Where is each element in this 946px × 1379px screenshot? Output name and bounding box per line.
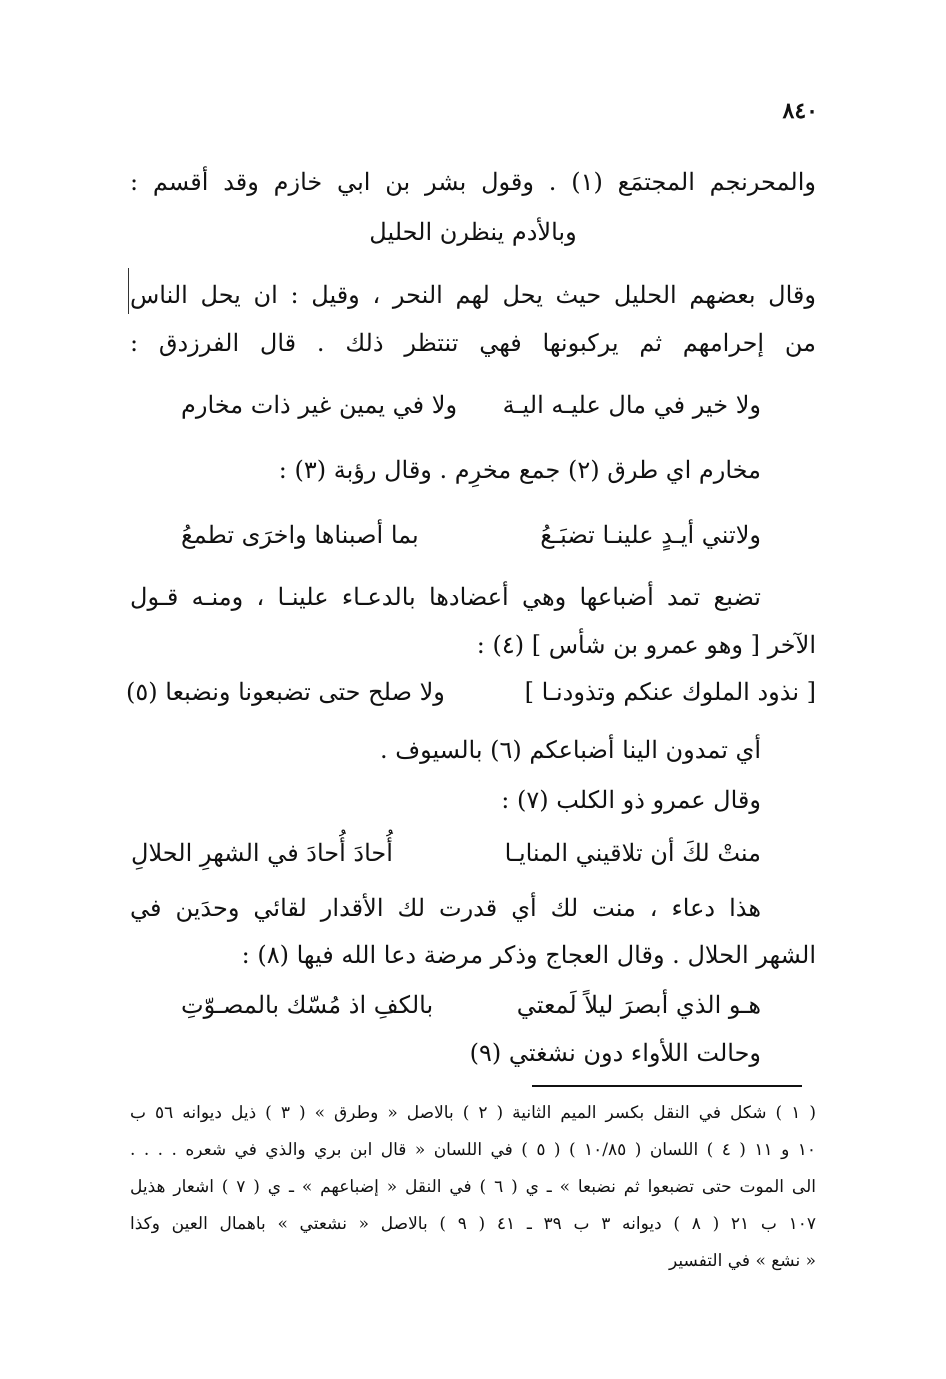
text-line-5: مخارم اي طرق (٢) جمع مخرِم . وقال رؤبة (٣) :	[278, 456, 761, 484]
verse-3	[126, 672, 816, 712]
text-line-1: والمحرنجم المجتمَع (١) . وقول بشر بن ابي خازم وقد أقسم :	[130, 168, 816, 196]
verse-4-first-hemistich: منتْ لكَ أن تلاقيني المنايـا	[504, 839, 761, 867]
text-line-8: أي تمدون الينا أضباعكم (٦) بالسيوف .	[380, 736, 761, 764]
page-number: ٨٤٠	[782, 98, 818, 124]
text-line-9: وقال عمرو ذو الكلب (٧) :	[501, 786, 761, 814]
text-line-11: الشهر الحلال . وقال العجاج وذكر مرضة دعا الله فيها (٨) :	[241, 941, 816, 969]
verse-2-first-hemistich: ولاتني أيـدٍ علينـا تضبَـعُ	[540, 521, 761, 549]
text-line-4: من إحرامهم ثم يركبونها فهي تنتظر ذلك . قال الفرزدق :	[130, 329, 816, 357]
text-line-12: وحالت اللأواء دون نشغتي (٩)	[469, 1039, 761, 1067]
verse-4-second-hemistich: أُحادَ أُحادَ في الشهرِ الحلالِ	[131, 839, 393, 867]
verse-1	[181, 385, 761, 425]
footnote-divider	[532, 1085, 802, 1087]
verse-4	[131, 833, 761, 873]
text-line-10: هذا دعاء ، منت لك أي قدرت لك الأقدار لقائي وحدَين في	[130, 894, 761, 922]
verse-5-first-hemistich: هـو الذي أبصرَ ليلاً لَمعتي	[516, 991, 761, 1019]
text-line-7: الآخر [ وهو عمرو بن شأس ] (٤) :	[476, 631, 816, 659]
verse-1-first-hemistich: ولا خير في مال عليـه اليـة	[502, 391, 761, 419]
footnote-line-5: « نشع » في التفسير	[669, 1251, 816, 1271]
footnote-line-2: ١٠ و ١١ ( ٤ ) اللسان ( ١٠/٨٥ ) ( ٥ ) في اللسان « قال ابن بري والذي في شعره . . . .	[130, 1140, 816, 1160]
verse-3-first-hemistich: [ نذود الملوك عنكم وتذودنـا ]	[524, 678, 816, 706]
verse-5	[181, 985, 761, 1025]
verse-2	[181, 515, 761, 555]
verse-5-second-hemistich: بالكفِ اذ مُسّك بالمصـوّتِ	[181, 991, 434, 1019]
margin-mark	[128, 268, 129, 314]
verse-1-second-hemistich: ولا في يمين غير ذات مخارم	[181, 391, 458, 419]
text-line-6: تضبع تمد أضباعها وهي أعضادها بالدعـاء علينـا ، ومنـه قـول	[130, 583, 761, 611]
verse-2-second-hemistich: بما أصبناها واخرَى تطمعُ	[181, 521, 419, 549]
text-line-2: وبالأدم ينظرن الحليل	[369, 218, 577, 246]
footnote-line-3: الى الموت حتى تضبعوا ثم نضبعا » ـ ي ( ٦ ) في النقل « إضباعهم » ـ ي ( ٧ ) اشعار هذيل	[130, 1177, 816, 1197]
footnote-line-1: ( ١ ) شكل في النقل بكسر الميم الثانية ( ٢ ) بالاصل « وطرق » ( ٣ ) ذيل ديوانه ٥٦ ب	[130, 1103, 816, 1123]
text-line-3: وقال بعضهم الحليل حيث يحل لهم النحر ، وقيل : ان يحل الناس	[130, 281, 816, 309]
verse-3-second-hemistich: ولا صلح حتى تضبعونا ونضبعا (٥)	[126, 678, 445, 706]
footnote-line-4: ١٠٧ ب ٢١ ( ٨ ) ديوانه ٣ ب ٣٩ ـ ٤١ ( ٩ ) بالاصل « نشعتي » باهمال العين وكذا	[130, 1214, 816, 1234]
